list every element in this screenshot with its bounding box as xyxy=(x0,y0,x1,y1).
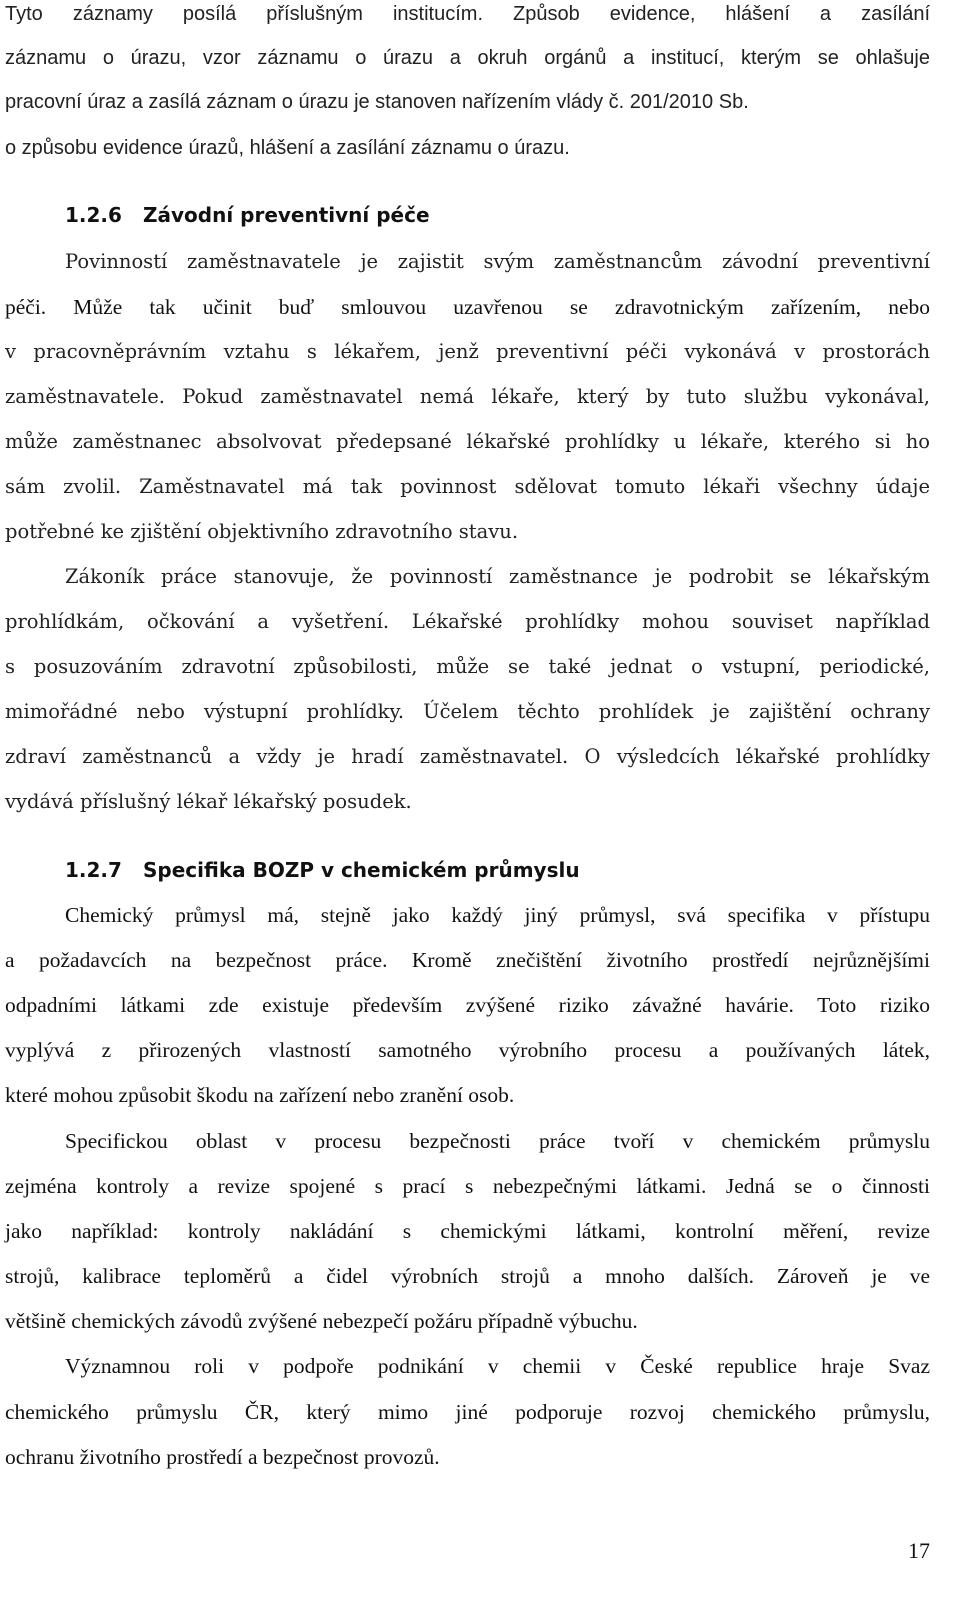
s127-line-7: zejména kontroly a revize spojené s prací s nebezpečnými látkami. Jedná se o činnosti xyxy=(5,1174,930,1198)
s127-line-9: strojů, kalibrace teploměrů a čidel výrobních strojů a mnoho dalších. Zároveň je ve xyxy=(5,1264,930,1288)
s127-line-10: většině chemických závodů zvýšené nebezpečí požáru případně výbuchu. xyxy=(5,1309,638,1333)
s126-line-7: potřebné ke zjištění objektivního zdravotního stavu. xyxy=(5,520,519,543)
page-number: 17 xyxy=(908,1538,930,1563)
s127-line-4: vyplývá z přirozených vlastností samotného výrobního procesu a používaných látek, xyxy=(5,1038,930,1062)
s127-line-5: které mohou způsobit škodu na zařízení nebo zranění osob. xyxy=(5,1083,515,1107)
s127-line-6: Specifickou oblast v procesu bezpečnosti práce tvoří v chemickém průmyslu xyxy=(65,1129,930,1153)
s126-line-1: Povinností zaměstnavatele je zajistit svým zaměstnancům závodní preventivní xyxy=(65,250,930,273)
s126-line-13: vydává příslušný lékař lékařský posudek. xyxy=(5,790,412,813)
s126-line-6: sám zvolil. Zaměstnavatel má tak povinnost sdělovat tomuto lékaři všechny údaje xyxy=(5,475,930,498)
s126-line-8: Zákoník práce stanovuje, že povinností zaměstnance je podrobit se lékařským xyxy=(65,565,930,588)
section-title: Závodní preventivní péče xyxy=(143,203,430,227)
s127-line-11: Významnou roli v podpoře podnikání v chemii v České republice hraje Svaz xyxy=(65,1354,930,1378)
s127-line-1: Chemický průmysl má, stejně jako každý jiný průmysl, svá specifika v přístupu xyxy=(65,903,930,927)
s126-line-12: zdraví zaměstnanců a vždy je hradí zaměstnavatel. O výsledcích lékařské prohlídky xyxy=(5,745,930,768)
s126-line-5: může zaměstnanec absolvovat předepsané lékařské prohlídky u lékaře, kterého si ho xyxy=(5,430,930,453)
s126-line-4: zaměstnavatele. Pokud zaměstnavatel nemá lékaře, který by tuto službu vykonával, xyxy=(5,385,930,408)
intro-line-1: Tyto záznamy posílá příslušným institucím. Způsob evidence, hlášení a zasílání xyxy=(5,3,930,25)
s126-line-11: mimořádné nebo výstupní prohlídky. Účelem těchto prohlídek je zajištění ochrany xyxy=(5,700,930,723)
s126-line-10: s posuzováním zdravotní způsobilosti, může se také jednat o vstupní, periodické, xyxy=(5,655,930,678)
section-number: 1.2.6 xyxy=(65,203,122,227)
section-title: Specifika BOZP v chemickém průmyslu xyxy=(143,858,580,882)
intro-line-3: pracovní úraz a zasílá záznam o úrazu je stanoven nařízením vlády č. 201/2010 Sb. xyxy=(5,91,749,113)
s127-line-8: jako například: kontroly nakládání s chemickými látkami, kontrolní měření, revize xyxy=(5,1219,930,1243)
section-number: 1.2.7 xyxy=(65,858,122,882)
section-heading-1-2-6 xyxy=(65,195,430,235)
s126-line-3: v pracovněprávním vztahu s lékařem, jenž preventivní péči vykonává v prostorách xyxy=(5,340,930,363)
s127-line-12: chemického průmyslu ČR, který mimo jiné podporuje rozvoj chemického průmyslu, xyxy=(5,1400,930,1424)
s126-line-9: prohlídkám, očkování a vyšetření. Lékařské prohlídky mohou souviset například xyxy=(5,610,930,633)
s127-line-13: ochranu životního prostředí a bezpečnost provozů. xyxy=(5,1445,440,1469)
section-heading-1-2-7 xyxy=(65,850,580,890)
s127-line-3: odpadními látkami zde existuje především zvýšené riziko závažné havárie. Toto riziko xyxy=(5,993,930,1017)
s127-line-2: a požadavcích na bezpečnost práce. Kromě znečištění životního prostředí nejrůznějšími xyxy=(5,948,930,972)
intro-line-4: o způsobu evidence úrazů, hlášení a zasílání záznamu o úrazu. xyxy=(5,137,570,159)
intro-line-2: záznamu o úrazu, vzor záznamu o úrazu a okruh orgánů a institucí, kterým se ohlašuje xyxy=(5,47,930,69)
s126-line-2: péči. Může tak učinit buď smlouvou uzavřenou se zdravotnickým zařízením, nebo xyxy=(5,295,930,319)
